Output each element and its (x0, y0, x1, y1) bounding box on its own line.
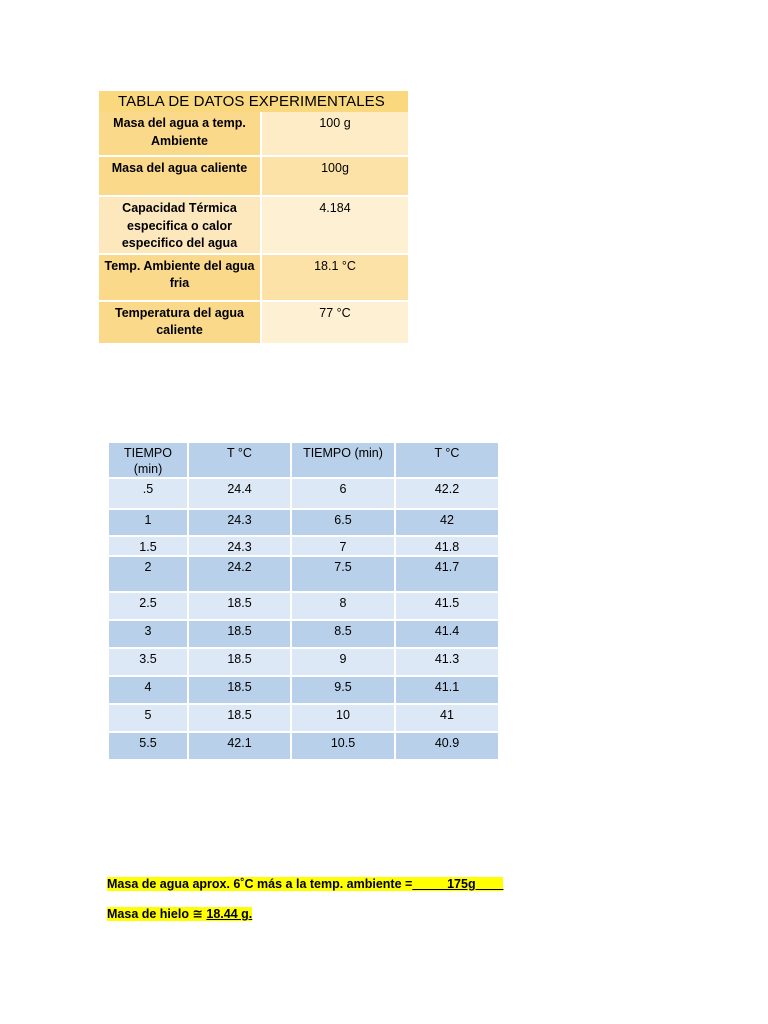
cell-time-a: 3.5 (108, 648, 188, 676)
cell-time-b: 9.5 (291, 676, 395, 704)
cell-time-b: 7.5 (291, 556, 395, 592)
experimental-table-title: TABLA DE DATOS EXPERIMENTALES (99, 91, 408, 112)
note-line2-text: Masa de hielo ≅ (107, 907, 207, 921)
cell-temp-a: 24.3 (188, 536, 291, 556)
cell-time-b: 6 (291, 478, 395, 509)
row-label-mass-ambient: Masa del agua a temp. Ambiente (99, 112, 261, 156)
cell-temp-b: 42.2 (395, 478, 499, 509)
cell-temp-a: 24.3 (188, 509, 291, 536)
note-line1-value: _____175g____ (412, 877, 504, 891)
cell-temp-b: 41.3 (395, 648, 499, 676)
table-row (108, 478, 499, 509)
cell-temp-a: 18.5 (188, 592, 291, 620)
ice-mass-note (107, 906, 252, 921)
row-label-temp-cold: Temp. Ambiente del agua fria (99, 254, 261, 301)
cell-time-b: 6.5 (291, 509, 395, 536)
cell-temp-b: 41.4 (395, 620, 499, 648)
cell-time-b: 7 (291, 536, 395, 556)
row-value-mass-hot: 100g (261, 156, 408, 196)
cell-time-b: 8.5 (291, 620, 395, 648)
cell-temp-a: 42.1 (188, 732, 291, 760)
cell-temp-a: 18.5 (188, 704, 291, 732)
time-temperature-table (107, 441, 500, 761)
header-temp-1: T °C (188, 442, 291, 478)
table-row (108, 536, 499, 556)
cell-time-b: 8 (291, 592, 395, 620)
cell-time-b: 10.5 (291, 732, 395, 760)
header-temp-2: T °C (395, 442, 499, 478)
cell-time-a: 5 (108, 704, 188, 732)
header-time-1: TIEMPO (min) (108, 442, 188, 478)
cell-time-a: .5 (108, 478, 188, 509)
cell-time-a: 3 (108, 620, 188, 648)
row-value-specific-heat: 4.184 (261, 196, 408, 254)
cell-temp-a: 24.4 (188, 478, 291, 509)
cell-temp-b: 41 (395, 704, 499, 732)
cell-time-a: 2.5 (108, 592, 188, 620)
row-value-temp-hot: 77 °C (261, 301, 408, 343)
row-value-temp-cold: 18.1 °C (261, 254, 408, 301)
row-value-mass-ambient: 100 g (261, 112, 408, 156)
cell-temp-b: 40.9 (395, 732, 499, 760)
note-line2-value: 18.44 g. (206, 907, 253, 921)
cell-temp-a: 18.5 (188, 620, 291, 648)
cell-time-a: 4 (108, 676, 188, 704)
ice-water-note (107, 877, 503, 891)
cell-temp-a: 24.2 (188, 556, 291, 592)
table-row (108, 676, 499, 704)
cell-temp-b: 41.1 (395, 676, 499, 704)
cell-time-b: 10 (291, 704, 395, 732)
table-row (108, 732, 499, 760)
table-row (108, 704, 499, 732)
table-row (108, 620, 499, 648)
table-row (108, 509, 499, 536)
cell-temp-b: 41.7 (395, 556, 499, 592)
cell-temp-b: 42 (395, 509, 499, 536)
table-row (108, 556, 499, 592)
row-label-specific-heat: Capacidad Térmica especifica o calor especifico del agua (99, 196, 261, 254)
cell-time-a: 5.5 (108, 732, 188, 760)
cell-time-b: 9 (291, 648, 395, 676)
header-time-2: TIEMPO (min) (291, 442, 395, 478)
cell-time-a: 1 (108, 509, 188, 536)
cell-temp-a: 18.5 (188, 648, 291, 676)
row-label-temp-hot: Temperatura del agua caliente (99, 301, 261, 343)
table-row (108, 648, 499, 676)
cell-temp-a: 18.5 (188, 676, 291, 704)
cell-temp-b: 41.8 (395, 536, 499, 556)
cell-time-a: 2 (108, 556, 188, 592)
cell-temp-b: 41.5 (395, 592, 499, 620)
experimental-data-table (99, 91, 408, 343)
cell-time-a: 1.5 (108, 536, 188, 556)
table-row (108, 592, 499, 620)
row-label-mass-hot: Masa del agua caliente (99, 156, 261, 196)
note-line1-text: Masa de agua aprox. 6˚C más a la temp. ambiente = (107, 877, 413, 891)
